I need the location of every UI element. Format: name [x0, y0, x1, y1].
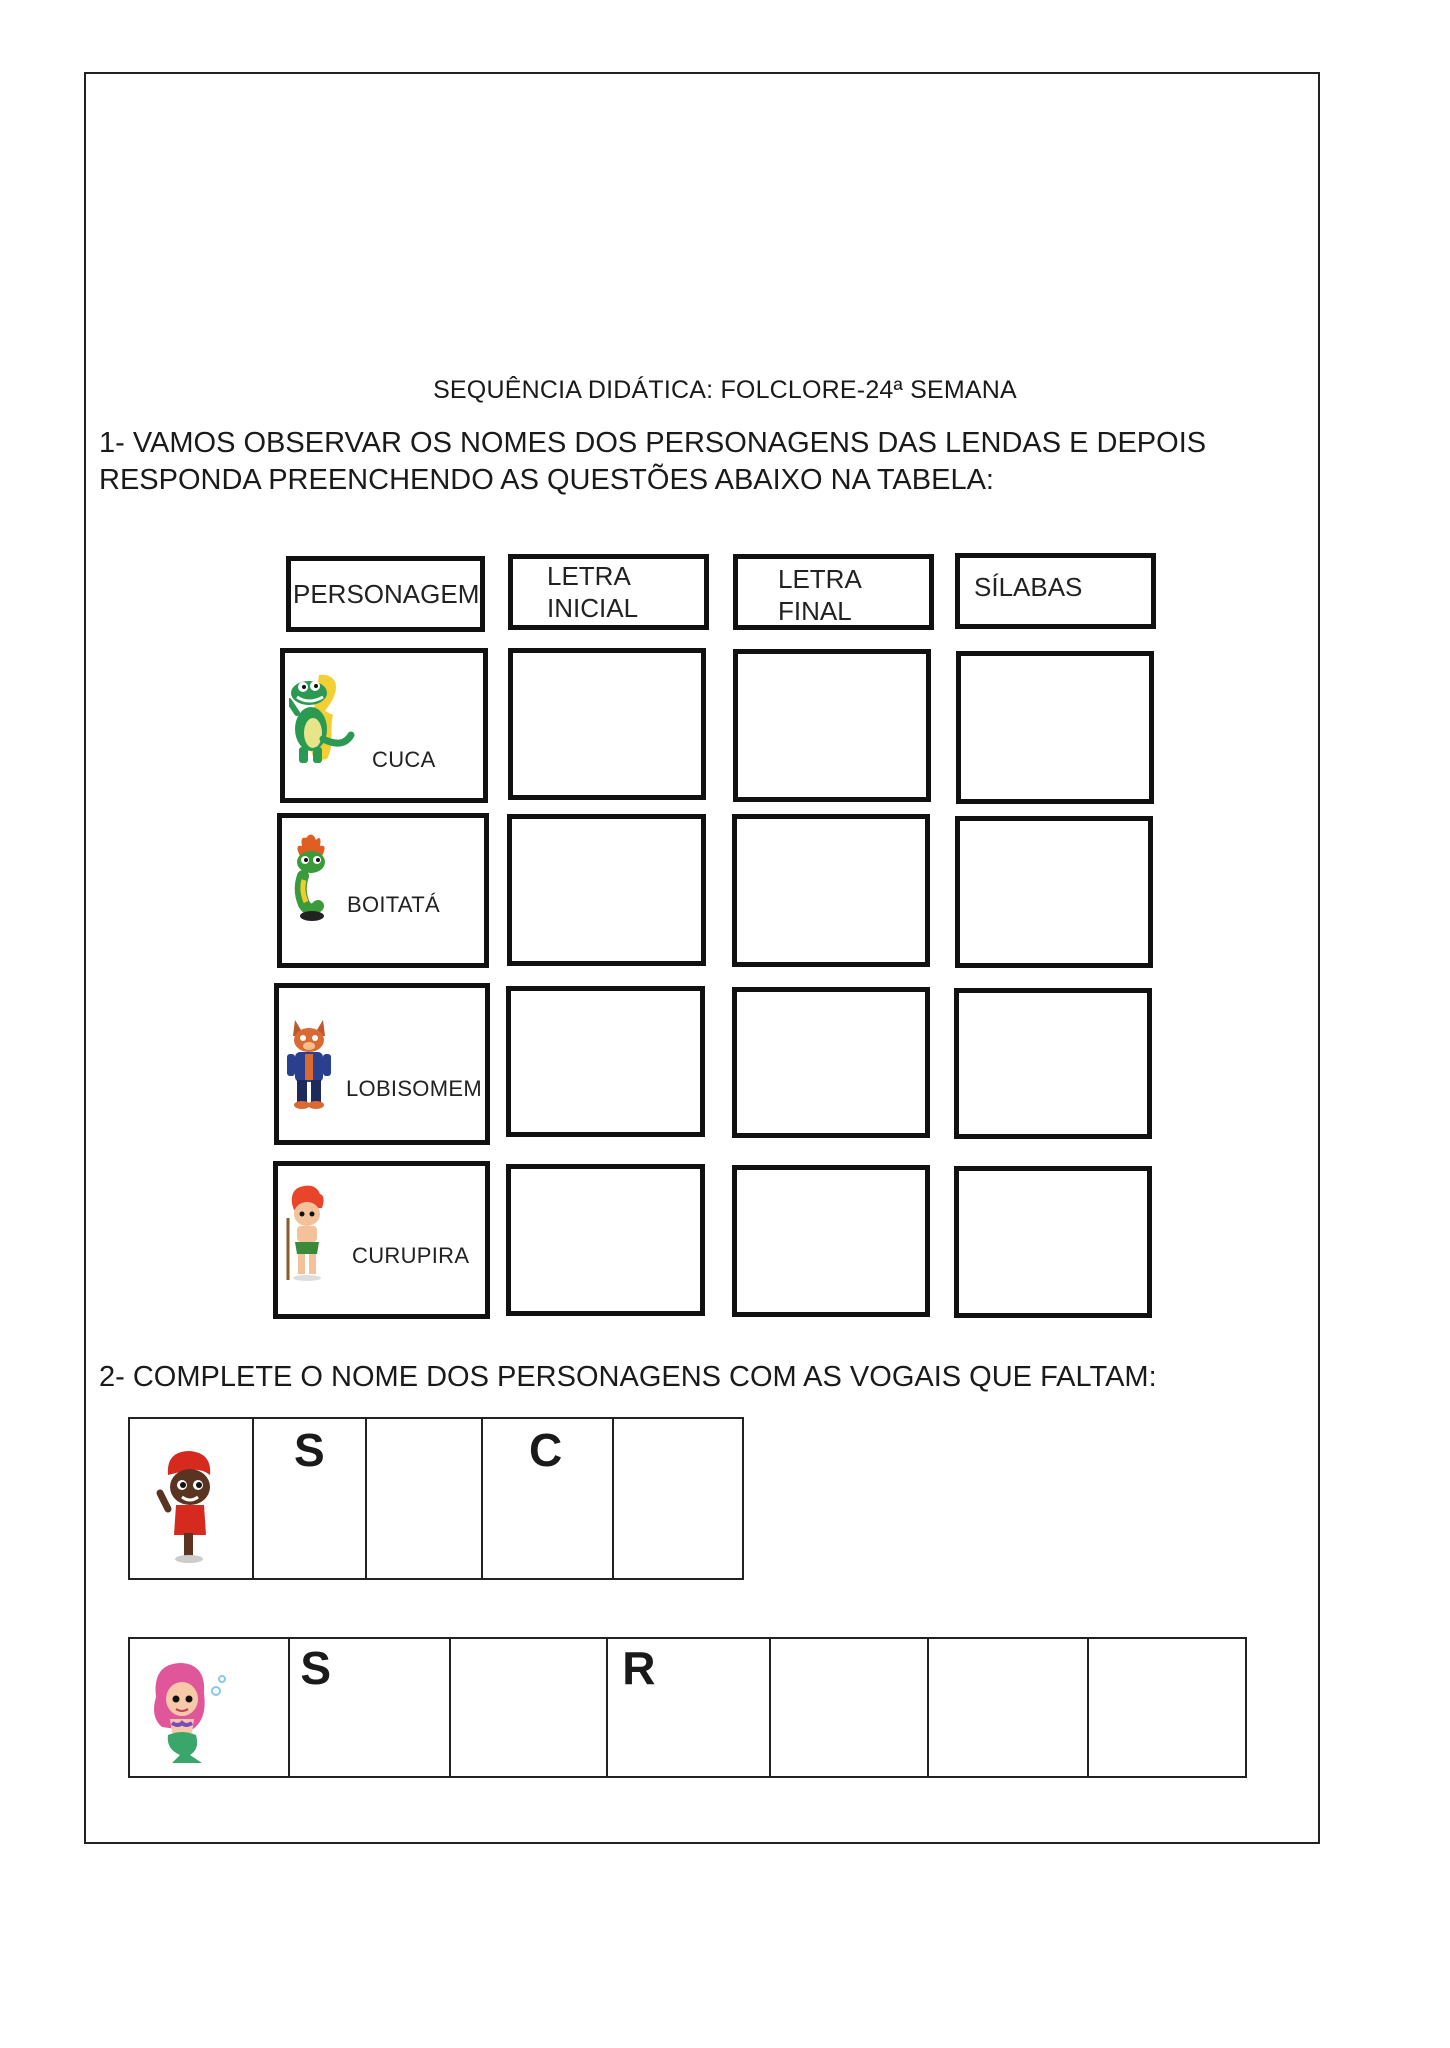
row-2-letra-final-cell[interactable] [732, 814, 930, 967]
word-2-letter-1-text: S [300, 1642, 332, 1694]
word-1-letter-1-text: S [294, 1424, 325, 1476]
row-3-letra-final-cell[interactable] [732, 987, 930, 1138]
word-2-letter-4[interactable] [771, 1639, 929, 1776]
word-2-grid [128, 1637, 1247, 1778]
row-1-character-cell [280, 648, 488, 803]
header-letra-inicial-line-2: INICIAL [547, 593, 639, 623]
word-2-letter-3[interactable] [608, 1639, 770, 1776]
word-2-letter-3-text: R [622, 1642, 656, 1694]
header-letra-final [733, 554, 934, 630]
curupira-icon [282, 1184, 328, 1284]
word-2-letter-2[interactable] [451, 1639, 608, 1776]
header-letra-final-line-2: FINAL [778, 596, 852, 626]
row-4-silabas-cell[interactable] [954, 1166, 1152, 1318]
row-2-silabas-cell[interactable] [955, 816, 1153, 968]
row-4-letra-final-cell[interactable] [732, 1165, 930, 1317]
boitata-snake-icon [290, 832, 334, 922]
row-3-letra-inicial-cell[interactable] [506, 986, 705, 1137]
header-letra-final-line-1: LETRA [778, 564, 862, 594]
header-silabas-label: SÍLABAS [974, 572, 1083, 602]
row-2-name: BOITATÁ [347, 892, 440, 917]
page-title: SEQUÊNCIA DIDÁTICA: FOLCLORE-24ª SEMANA [433, 376, 1017, 404]
word-1-letter-1[interactable] [254, 1419, 367, 1578]
word-1-picture-cell [130, 1419, 254, 1578]
row-1-letra-inicial-cell[interactable] [508, 648, 706, 800]
question-1-line-1: 1- VAMOS OBSERVAR OS NOMES DOS PERSONAGENS DAS LENDAS E DEPOIS [99, 427, 1207, 459]
question-1-line-2: RESPONDA PREENCHENDO AS QUESTÕES ABAIXO NA TABELA: [99, 464, 994, 496]
saci-icon [154, 1445, 224, 1565]
word-1-letter-3-text: C [529, 1424, 563, 1476]
header-letra-inicial-line-1: LETRA [547, 561, 631, 591]
cuca-alligator-icon [289, 671, 355, 771]
row-3-character-cell [274, 983, 490, 1145]
werewolf-icon [283, 1016, 337, 1114]
header-personagem-label: PERSONAGEM [293, 579, 480, 609]
header-silabas [955, 553, 1156, 629]
row-3-silabas-cell[interactable] [954, 988, 1152, 1139]
word-2-letter-6[interactable] [1089, 1639, 1245, 1776]
header-personagem [286, 556, 485, 632]
row-1-letra-final-cell[interactable] [733, 649, 931, 802]
row-1-silabas-cell[interactable] [956, 651, 1154, 804]
word-2-picture-cell [130, 1639, 290, 1776]
mermaid-icon [142, 1657, 232, 1767]
row-4-letra-inicial-cell[interactable] [506, 1164, 705, 1316]
row-4-character-cell [273, 1161, 490, 1319]
word-2-letter-1[interactable] [290, 1639, 450, 1776]
word-1-letter-3[interactable] [483, 1419, 614, 1578]
row-3-name: LOBISOMEM [346, 1076, 482, 1101]
question-1-text [99, 425, 1279, 499]
word-2-letter-5[interactable] [929, 1639, 1088, 1776]
header-letra-inicial [508, 554, 709, 630]
row-4-name: CURUPIRA [352, 1243, 470, 1268]
row-2-letra-inicial-cell[interactable] [507, 814, 706, 966]
question-2-text: 2- COMPLETE O NOME DOS PERSONAGENS COM AS VOGAIS QUE FALTAM: [99, 1361, 1157, 1393]
word-1-letter-2[interactable] [367, 1419, 483, 1578]
word-1-grid [128, 1417, 744, 1580]
row-2-character-cell [277, 813, 489, 968]
row-1-name: CUCA [372, 747, 436, 772]
word-1-letter-4[interactable] [614, 1419, 742, 1578]
